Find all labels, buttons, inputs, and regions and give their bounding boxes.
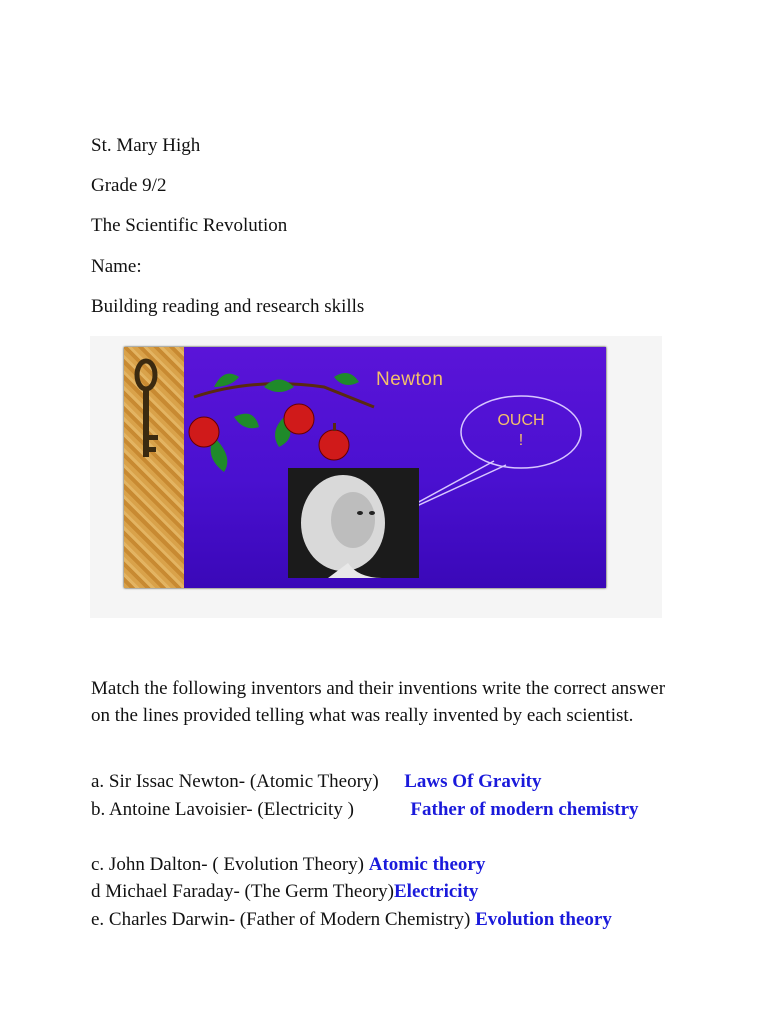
name-label: Name: bbox=[91, 256, 142, 277]
match-prompt: d Michael Faraday- (The Germ Theory) bbox=[91, 881, 394, 902]
match-item-c bbox=[91, 854, 485, 876]
school-name: St. Mary High bbox=[91, 135, 201, 156]
match-answer: Laws Of Gravity bbox=[404, 771, 542, 792]
match-answer: Atomic theory bbox=[368, 854, 486, 875]
match-prompt: a. Sir Issac Newton- (Atomic Theory) bbox=[91, 771, 379, 792]
slide-title: Newton bbox=[376, 369, 444, 390]
speech-text-line1: OUCH bbox=[497, 412, 545, 429]
match-item-a bbox=[91, 771, 541, 793]
newton-slide bbox=[124, 347, 606, 588]
speech-text-line2: ! bbox=[518, 432, 524, 449]
match-item-e bbox=[91, 909, 612, 931]
match-prompt: e. Charles Darwin- (Father of Modern Chemistry) bbox=[91, 909, 471, 930]
portrait-image bbox=[288, 468, 419, 578]
instructions-text: Match the following inventors and their inventions write the correct answer on the lines provided telling what was really invented by each scientist. bbox=[91, 678, 666, 726]
grade-label: Grade 9/2 bbox=[91, 175, 167, 196]
match-prompt: c. John Dalton- ( Evolution Theory) bbox=[91, 854, 364, 875]
match-answer: Father of modern chemistry bbox=[410, 799, 639, 820]
worksheet-subtitle: Building reading and research skills bbox=[91, 296, 365, 317]
match-item-b bbox=[91, 799, 639, 821]
match-answer: Evolution theory bbox=[475, 909, 612, 930]
match-prompt: b. Antoine Lavoisier- (Electricity ) bbox=[91, 799, 354, 820]
newton-portrait bbox=[288, 468, 419, 578]
match-answer: Electricity bbox=[394, 881, 479, 902]
match-item-d bbox=[91, 881, 478, 903]
topic-title: The Scientific Revolution bbox=[91, 215, 288, 236]
